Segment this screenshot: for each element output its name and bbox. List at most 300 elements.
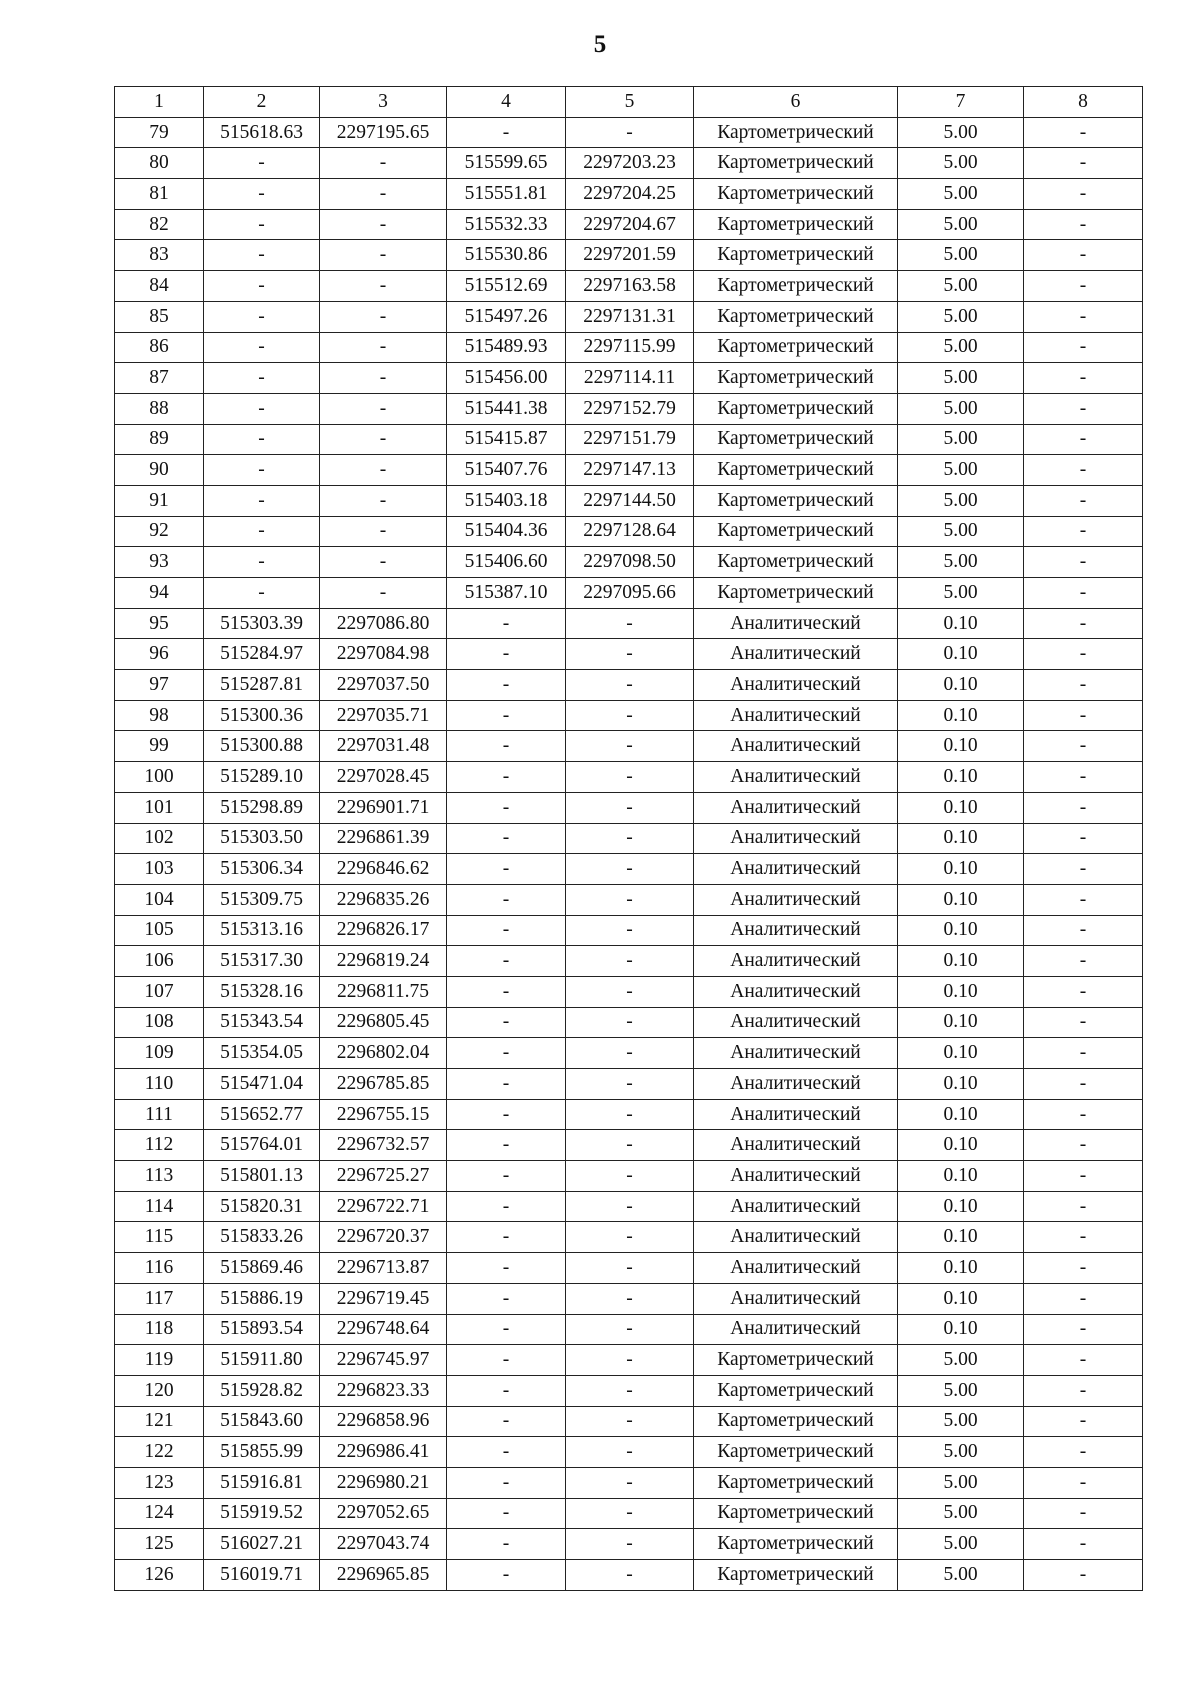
point-number-cell: 98 <box>115 700 204 731</box>
table-row <box>115 1560 1143 1591</box>
y-coordinate-alt-cell: - <box>566 1283 694 1314</box>
table-row <box>115 1099 1143 1130</box>
x-coordinate-cell: 515313.16 <box>204 915 320 946</box>
x-coordinate-cell: 515306.34 <box>204 854 320 885</box>
table-row <box>115 762 1143 793</box>
y-coordinate-cell: 2296722.71 <box>320 1191 447 1222</box>
method-cell: Картометрический <box>694 455 898 486</box>
y-coordinate-alt-cell: - <box>566 1222 694 1253</box>
x-coordinate-cell: 515328.16 <box>204 976 320 1007</box>
accuracy-cell: 0.10 <box>898 1007 1024 1038</box>
method-cell: Картометрический <box>694 301 898 332</box>
y-coordinate-cell: 2296811.75 <box>320 976 447 1007</box>
table-row <box>115 1253 1143 1284</box>
y-coordinate-alt-cell: - <box>566 792 694 823</box>
accuracy-cell: 5.00 <box>898 578 1024 609</box>
x-coordinate-cell: 515843.60 <box>204 1406 320 1437</box>
y-coordinate-alt-cell: - <box>566 823 694 854</box>
method-cell: Аналитический <box>694 1191 898 1222</box>
y-coordinate-cell: 2296725.27 <box>320 1161 447 1192</box>
method-cell: Аналитический <box>694 670 898 701</box>
method-cell: Аналитический <box>694 1314 898 1345</box>
method-cell: Аналитический <box>694 946 898 977</box>
accuracy-cell: 0.10 <box>898 1191 1024 1222</box>
y-coordinate-alt-cell: 2297144.50 <box>566 485 694 516</box>
table-body <box>115 117 1143 1590</box>
y-coordinate-cell: - <box>320 179 447 210</box>
accuracy-cell: 5.00 <box>898 301 1024 332</box>
point-number-cell: 114 <box>115 1191 204 1222</box>
note-cell: - <box>1024 117 1143 148</box>
method-cell: Аналитический <box>694 700 898 731</box>
accuracy-cell: 5.00 <box>898 516 1024 547</box>
x-coordinate-alt-cell: 515404.36 <box>447 516 566 547</box>
y-coordinate-cell: 2297086.80 <box>320 608 447 639</box>
method-cell: Картометрический <box>694 516 898 547</box>
x-coordinate-cell: 515300.36 <box>204 700 320 731</box>
x-coordinate-alt-cell: - <box>447 1099 566 1130</box>
x-coordinate-cell: - <box>204 271 320 302</box>
accuracy-cell: 0.10 <box>898 639 1024 670</box>
x-coordinate-alt-cell: - <box>447 854 566 885</box>
y-coordinate-cell: - <box>320 209 447 240</box>
accuracy-cell: 5.00 <box>898 1529 1024 1560</box>
x-coordinate-cell: 515298.89 <box>204 792 320 823</box>
y-coordinate-alt-cell: 2297204.25 <box>566 179 694 210</box>
y-coordinate-cell: 2296835.26 <box>320 884 447 915</box>
accuracy-cell: 5.00 <box>898 332 1024 363</box>
note-cell: - <box>1024 823 1143 854</box>
y-coordinate-alt-cell: - <box>566 1529 694 1560</box>
note-cell: - <box>1024 209 1143 240</box>
y-coordinate-cell: 2296980.21 <box>320 1467 447 1498</box>
y-coordinate-cell: 2296719.45 <box>320 1283 447 1314</box>
table-row <box>115 700 1143 731</box>
y-coordinate-alt-cell: - <box>566 1130 694 1161</box>
point-number-cell: 103 <box>115 854 204 885</box>
table-row <box>115 946 1143 977</box>
note-cell: - <box>1024 1406 1143 1437</box>
note-cell: - <box>1024 301 1143 332</box>
table-row <box>115 240 1143 271</box>
accuracy-cell: 5.00 <box>898 1467 1024 1498</box>
y-coordinate-alt-cell: - <box>566 1253 694 1284</box>
x-coordinate-cell: - <box>204 240 320 271</box>
y-coordinate-cell: 2297052.65 <box>320 1498 447 1529</box>
method-cell: Аналитический <box>694 1007 898 1038</box>
accuracy-cell: 5.00 <box>898 1375 1024 1406</box>
note-cell: - <box>1024 393 1143 424</box>
point-number-cell: 119 <box>115 1345 204 1376</box>
x-coordinate-alt-cell: - <box>447 915 566 946</box>
y-coordinate-cell: 2296861.39 <box>320 823 447 854</box>
note-cell: - <box>1024 240 1143 271</box>
x-coordinate-cell: - <box>204 363 320 394</box>
accuracy-cell: 0.10 <box>898 792 1024 823</box>
y-coordinate-cell: 2296785.85 <box>320 1069 447 1100</box>
x-coordinate-cell: - <box>204 301 320 332</box>
method-cell: Аналитический <box>694 884 898 915</box>
method-cell: Аналитический <box>694 608 898 639</box>
x-coordinate-cell: - <box>204 332 320 363</box>
x-coordinate-alt-cell: - <box>447 1253 566 1284</box>
note-cell: - <box>1024 1345 1143 1376</box>
y-coordinate-alt-cell: 2297151.79 <box>566 424 694 455</box>
accuracy-cell: 5.00 <box>898 1437 1024 1468</box>
x-coordinate-alt-cell: 515497.26 <box>447 301 566 332</box>
note-cell: - <box>1024 424 1143 455</box>
x-coordinate-cell: 515820.31 <box>204 1191 320 1222</box>
method-cell: Картометрический <box>694 393 898 424</box>
y-coordinate-alt-cell: - <box>566 946 694 977</box>
note-cell: - <box>1024 1560 1143 1591</box>
table-row <box>115 639 1143 670</box>
x-coordinate-alt-cell: - <box>447 1467 566 1498</box>
x-coordinate-cell: 515928.82 <box>204 1375 320 1406</box>
point-number-cell: 113 <box>115 1161 204 1192</box>
y-coordinate-cell: 2296805.45 <box>320 1007 447 1038</box>
x-coordinate-cell: - <box>204 148 320 179</box>
y-coordinate-cell: 2296901.71 <box>320 792 447 823</box>
accuracy-cell: 0.10 <box>898 762 1024 793</box>
method-cell: Аналитический <box>694 639 898 670</box>
accuracy-cell: 5.00 <box>898 271 1024 302</box>
x-coordinate-alt-cell: 515441.38 <box>447 393 566 424</box>
y-coordinate-alt-cell: - <box>566 117 694 148</box>
x-coordinate-alt-cell: - <box>447 1314 566 1345</box>
table-row <box>115 1069 1143 1100</box>
table-row <box>115 1467 1143 1498</box>
x-coordinate-alt-cell: - <box>447 1560 566 1591</box>
table-row <box>115 209 1143 240</box>
note-cell: - <box>1024 547 1143 578</box>
note-cell: - <box>1024 792 1143 823</box>
table-row <box>115 1437 1143 1468</box>
x-coordinate-cell: 515801.13 <box>204 1161 320 1192</box>
accuracy-cell: 0.10 <box>898 1253 1024 1284</box>
point-number-cell: 87 <box>115 363 204 394</box>
note-cell: - <box>1024 1069 1143 1100</box>
x-coordinate-cell: 515303.50 <box>204 823 320 854</box>
x-coordinate-cell: - <box>204 578 320 609</box>
accuracy-cell: 5.00 <box>898 240 1024 271</box>
x-coordinate-alt-cell: - <box>447 1191 566 1222</box>
x-coordinate-alt-cell: - <box>447 670 566 701</box>
method-cell: Картометрический <box>694 1406 898 1437</box>
table-row <box>115 301 1143 332</box>
y-coordinate-cell: 2296745.97 <box>320 1345 447 1376</box>
method-cell: Аналитический <box>694 731 898 762</box>
y-coordinate-alt-cell: - <box>566 915 694 946</box>
method-cell: Картометрический <box>694 1345 898 1376</box>
x-coordinate-alt-cell: - <box>447 1130 566 1161</box>
y-coordinate-cell: 2296802.04 <box>320 1038 447 1069</box>
method-cell: Аналитический <box>694 1283 898 1314</box>
y-coordinate-cell: 2297043.74 <box>320 1529 447 1560</box>
y-coordinate-cell: - <box>320 240 447 271</box>
x-coordinate-alt-cell: - <box>447 1069 566 1100</box>
y-coordinate-cell: 2296713.87 <box>320 1253 447 1284</box>
point-number-cell: 120 <box>115 1375 204 1406</box>
x-coordinate-alt-cell: 515599.65 <box>447 148 566 179</box>
method-cell: Картометрический <box>694 1437 898 1468</box>
table-row <box>115 332 1143 363</box>
accuracy-cell: 5.00 <box>898 179 1024 210</box>
table-row <box>115 608 1143 639</box>
point-number-cell: 89 <box>115 424 204 455</box>
note-cell: - <box>1024 485 1143 516</box>
table-row <box>115 393 1143 424</box>
x-coordinate-alt-cell: - <box>447 976 566 1007</box>
point-number-cell: 123 <box>115 1467 204 1498</box>
method-cell: Картометрический <box>694 148 898 179</box>
y-coordinate-cell: 2296965.85 <box>320 1560 447 1591</box>
x-coordinate-alt-cell: - <box>447 1222 566 1253</box>
table-row <box>115 1406 1143 1437</box>
y-coordinate-cell: 2296846.62 <box>320 854 447 885</box>
note-cell: - <box>1024 884 1143 915</box>
table-row <box>115 485 1143 516</box>
note-cell: - <box>1024 1191 1143 1222</box>
x-coordinate-cell: 515764.01 <box>204 1130 320 1161</box>
y-coordinate-alt-cell: 2297114.11 <box>566 363 694 394</box>
x-coordinate-alt-cell: - <box>447 1498 566 1529</box>
accuracy-cell: 5.00 <box>898 393 1024 424</box>
column-header: 4 <box>447 87 566 118</box>
y-coordinate-alt-cell: - <box>566 1191 694 1222</box>
note-cell: - <box>1024 1375 1143 1406</box>
x-coordinate-cell: 515833.26 <box>204 1222 320 1253</box>
y-coordinate-alt-cell: - <box>566 762 694 793</box>
y-coordinate-alt-cell: - <box>566 731 694 762</box>
point-number-cell: 88 <box>115 393 204 424</box>
y-coordinate-alt-cell: - <box>566 700 694 731</box>
note-cell: - <box>1024 1038 1143 1069</box>
method-cell: Аналитический <box>694 823 898 854</box>
table-row <box>115 578 1143 609</box>
table-row <box>115 1498 1143 1529</box>
point-number-cell: 85 <box>115 301 204 332</box>
point-number-cell: 84 <box>115 271 204 302</box>
note-cell: - <box>1024 731 1143 762</box>
note-cell: - <box>1024 639 1143 670</box>
y-coordinate-alt-cell: 2297163.58 <box>566 271 694 302</box>
accuracy-cell: 5.00 <box>898 485 1024 516</box>
x-coordinate-cell: - <box>204 393 320 424</box>
table-row <box>115 1222 1143 1253</box>
y-coordinate-cell: 2297028.45 <box>320 762 447 793</box>
method-cell: Картометрический <box>694 485 898 516</box>
accuracy-cell: 0.10 <box>898 1161 1024 1192</box>
method-cell: Аналитический <box>694 1222 898 1253</box>
note-cell: - <box>1024 854 1143 885</box>
point-number-cell: 111 <box>115 1099 204 1130</box>
x-coordinate-alt-cell: - <box>447 1375 566 1406</box>
x-coordinate-cell: 515303.39 <box>204 608 320 639</box>
table-row <box>115 1529 1143 1560</box>
y-coordinate-alt-cell: 2297147.13 <box>566 455 694 486</box>
y-coordinate-cell: 2296819.24 <box>320 946 447 977</box>
accuracy-cell: 0.10 <box>898 608 1024 639</box>
y-coordinate-cell: - <box>320 271 447 302</box>
y-coordinate-cell: - <box>320 148 447 179</box>
x-coordinate-cell: 515289.10 <box>204 762 320 793</box>
y-coordinate-alt-cell: 2297128.64 <box>566 516 694 547</box>
y-coordinate-cell: 2296823.33 <box>320 1375 447 1406</box>
x-coordinate-alt-cell: - <box>447 823 566 854</box>
note-cell: - <box>1024 1099 1143 1130</box>
table-row <box>115 455 1143 486</box>
x-coordinate-alt-cell: 515387.10 <box>447 578 566 609</box>
point-number-cell: 124 <box>115 1498 204 1529</box>
x-coordinate-alt-cell: - <box>447 731 566 762</box>
accuracy-cell: 0.10 <box>898 1038 1024 1069</box>
y-coordinate-cell: 2296748.64 <box>320 1314 447 1345</box>
y-coordinate-cell: 2296986.41 <box>320 1437 447 1468</box>
accuracy-cell: 0.10 <box>898 700 1024 731</box>
y-coordinate-alt-cell: 2297203.23 <box>566 148 694 179</box>
table-row <box>115 117 1143 148</box>
y-coordinate-alt-cell: 2297201.59 <box>566 240 694 271</box>
method-cell: Картометрический <box>694 117 898 148</box>
method-cell: Аналитический <box>694 976 898 1007</box>
table-row <box>115 1130 1143 1161</box>
x-coordinate-alt-cell: 515456.00 <box>447 363 566 394</box>
method-cell: Картометрический <box>694 240 898 271</box>
point-number-cell: 80 <box>115 148 204 179</box>
accuracy-cell: 5.00 <box>898 424 1024 455</box>
x-coordinate-cell: - <box>204 485 320 516</box>
point-number-cell: 117 <box>115 1283 204 1314</box>
accuracy-cell: 0.10 <box>898 1283 1024 1314</box>
x-coordinate-cell: - <box>204 424 320 455</box>
note-cell: - <box>1024 1222 1143 1253</box>
x-coordinate-cell: 515869.46 <box>204 1253 320 1284</box>
note-cell: - <box>1024 1467 1143 1498</box>
y-coordinate-alt-cell: 2297152.79 <box>566 393 694 424</box>
y-coordinate-alt-cell: 2297095.66 <box>566 578 694 609</box>
table-row <box>115 1314 1143 1345</box>
y-coordinate-alt-cell: - <box>566 1038 694 1069</box>
x-coordinate-alt-cell: 515415.87 <box>447 424 566 455</box>
table-row <box>115 179 1143 210</box>
y-coordinate-cell: - <box>320 424 447 455</box>
x-coordinate-cell: 515354.05 <box>204 1038 320 1069</box>
note-cell: - <box>1024 762 1143 793</box>
point-number-cell: 122 <box>115 1437 204 1468</box>
x-coordinate-alt-cell: - <box>447 700 566 731</box>
y-coordinate-cell: - <box>320 301 447 332</box>
point-number-cell: 93 <box>115 547 204 578</box>
point-number-cell: 121 <box>115 1406 204 1437</box>
y-coordinate-alt-cell: - <box>566 1161 694 1192</box>
point-number-cell: 81 <box>115 179 204 210</box>
x-coordinate-alt-cell: - <box>447 608 566 639</box>
y-coordinate-alt-cell: - <box>566 1560 694 1591</box>
note-cell: - <box>1024 670 1143 701</box>
method-cell: Картометрический <box>694 578 898 609</box>
point-number-cell: 95 <box>115 608 204 639</box>
point-number-cell: 86 <box>115 332 204 363</box>
x-coordinate-alt-cell: - <box>447 1406 566 1437</box>
x-coordinate-cell: - <box>204 516 320 547</box>
point-number-cell: 82 <box>115 209 204 240</box>
accuracy-cell: 0.10 <box>898 946 1024 977</box>
table-row <box>115 1007 1143 1038</box>
method-cell: Аналитический <box>694 1161 898 1192</box>
y-coordinate-alt-cell: - <box>566 639 694 670</box>
y-coordinate-alt-cell: - <box>566 1467 694 1498</box>
y-coordinate-alt-cell: 2297098.50 <box>566 547 694 578</box>
method-cell: Картометрический <box>694 1375 898 1406</box>
x-coordinate-alt-cell: - <box>447 1161 566 1192</box>
x-coordinate-cell: 515916.81 <box>204 1467 320 1498</box>
column-header: 1 <box>115 87 204 118</box>
y-coordinate-cell: - <box>320 516 447 547</box>
x-coordinate-cell: 515287.81 <box>204 670 320 701</box>
x-coordinate-alt-cell: 515512.69 <box>447 271 566 302</box>
note-cell: - <box>1024 608 1143 639</box>
table-row <box>115 363 1143 394</box>
point-number-cell: 96 <box>115 639 204 670</box>
x-coordinate-alt-cell: - <box>447 1529 566 1560</box>
x-coordinate-cell: 515618.63 <box>204 117 320 148</box>
page-number: 5 <box>593 31 607 58</box>
y-coordinate-cell: - <box>320 547 447 578</box>
note-cell: - <box>1024 578 1143 609</box>
note-cell: - <box>1024 271 1143 302</box>
y-coordinate-alt-cell: - <box>566 1345 694 1376</box>
accuracy-cell: 0.10 <box>898 854 1024 885</box>
accuracy-cell: 0.10 <box>898 1130 1024 1161</box>
point-number-cell: 125 <box>115 1529 204 1560</box>
table-row <box>115 823 1143 854</box>
point-number-cell: 97 <box>115 670 204 701</box>
point-number-cell: 108 <box>115 1007 204 1038</box>
column-header: 8 <box>1024 87 1143 118</box>
x-coordinate-alt-cell: - <box>447 1437 566 1468</box>
x-coordinate-alt-cell: 515530.86 <box>447 240 566 271</box>
x-coordinate-alt-cell: 515403.18 <box>447 485 566 516</box>
method-cell: Картометрический <box>694 209 898 240</box>
x-coordinate-alt-cell: - <box>447 792 566 823</box>
note-cell: - <box>1024 976 1143 1007</box>
y-coordinate-alt-cell: - <box>566 1007 694 1038</box>
y-coordinate-alt-cell: - <box>566 1314 694 1345</box>
note-cell: - <box>1024 148 1143 179</box>
accuracy-cell: 5.00 <box>898 117 1024 148</box>
column-header: 2 <box>204 87 320 118</box>
table-row <box>115 976 1143 1007</box>
point-number-cell: 83 <box>115 240 204 271</box>
accuracy-cell: 5.00 <box>898 547 1024 578</box>
y-coordinate-alt-cell: 2297131.31 <box>566 301 694 332</box>
point-number-cell: 115 <box>115 1222 204 1253</box>
method-cell: Картометрический <box>694 424 898 455</box>
method-cell: Аналитический <box>694 762 898 793</box>
point-number-cell: 91 <box>115 485 204 516</box>
x-coordinate-cell: 515886.19 <box>204 1283 320 1314</box>
y-coordinate-alt-cell: - <box>566 670 694 701</box>
accuracy-cell: 0.10 <box>898 915 1024 946</box>
accuracy-cell: 0.10 <box>898 731 1024 762</box>
x-coordinate-alt-cell: - <box>447 1007 566 1038</box>
x-coordinate-alt-cell: - <box>447 762 566 793</box>
y-coordinate-cell: 2297195.65 <box>320 117 447 148</box>
x-coordinate-cell: 515911.80 <box>204 1345 320 1376</box>
point-number-cell: 90 <box>115 455 204 486</box>
table-row <box>115 1038 1143 1069</box>
